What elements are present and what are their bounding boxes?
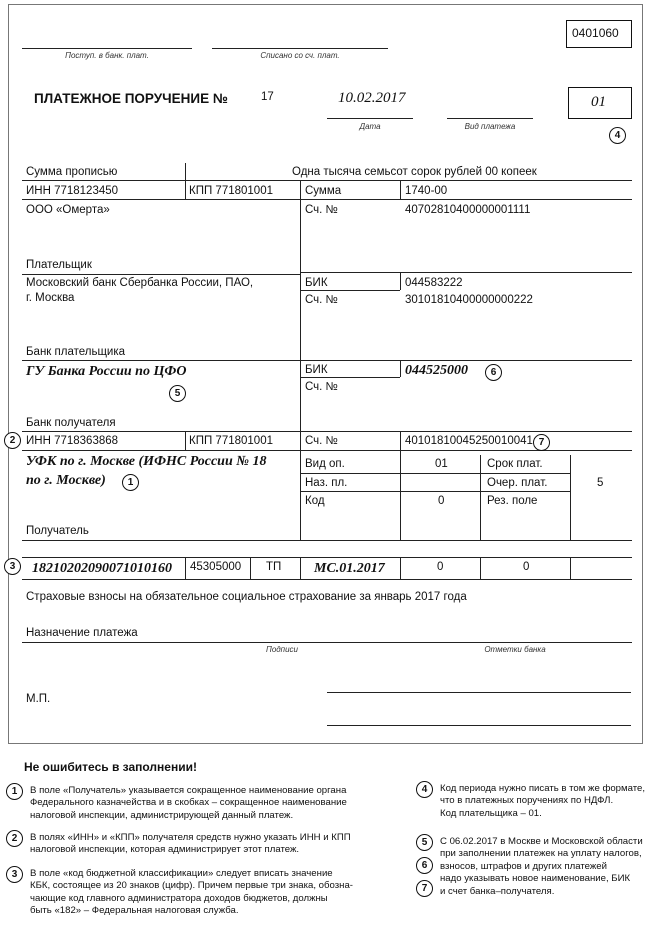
marker-3-icon: 3	[4, 558, 21, 575]
order-label: Очер. плат.	[487, 477, 548, 489]
grid-line	[185, 163, 186, 199]
note-3-line: чающие код главного администратора доходов бюджетов, должны	[30, 892, 328, 904]
deadline-label: Срок плат.	[487, 458, 543, 470]
debited-label: Списано со сч. плат.	[260, 51, 340, 60]
order-value: 5	[597, 477, 604, 489]
grid-line	[400, 272, 401, 290]
note-567-line: надо указывать новое наименование, БИК	[440, 873, 631, 885]
note-7-icon: 7	[416, 880, 433, 897]
sum-label: Сумма	[305, 185, 342, 197]
note-567-line: при заполнении платежек на уплату налогов,	[440, 848, 642, 860]
code-value: 0	[438, 495, 445, 507]
grid-line	[480, 455, 481, 540]
date-line	[327, 118, 413, 119]
payment-type-line	[447, 118, 533, 119]
purpose-text: Страховые взносы на обязательное социальное страхование за январь 2017 года	[26, 591, 467, 603]
grid-line	[300, 557, 301, 579]
bank-marks-label: Отметки банка	[484, 645, 546, 654]
grid-line	[300, 180, 301, 540]
note-6-icon: 6	[416, 857, 433, 874]
grid-line	[400, 557, 401, 579]
payer-label: Плательщик	[26, 259, 92, 271]
sum-words-label: Сумма прописью	[26, 166, 118, 178]
note-4-icon: 4	[416, 781, 433, 798]
reserve-label: Рез. поле	[487, 495, 538, 507]
marker-2-icon: 2	[4, 432, 21, 449]
grid-line	[185, 431, 186, 450]
payer-kpp: КПП 771801001	[189, 185, 273, 197]
doc-date-value: 0	[523, 561, 530, 573]
period-value: МС.01.2017	[314, 561, 385, 576]
grid-line	[22, 180, 632, 181]
code-label: Код	[305, 495, 325, 507]
grid-line	[300, 491, 570, 492]
payment-type-label: Вид платежа	[464, 122, 516, 131]
form-code: 0401060	[572, 26, 619, 40]
grid-line	[300, 377, 400, 378]
note-4-line: Код плательщика – 01.	[440, 807, 542, 819]
recipient-name-line2: по г. Москве)	[26, 473, 106, 488]
note-4-line: что в платежных поручениях по НДФЛ.	[440, 795, 614, 807]
note-567-line: С 06.02.2017 в Москве и Московской области	[440, 836, 643, 847]
note-5-icon: 5	[416, 834, 433, 851]
signatures-label: Подписи	[266, 645, 298, 654]
note-3	[30, 868, 353, 918]
grid-line	[570, 455, 571, 540]
note-2	[30, 832, 351, 857]
sum-words-value: Одна тысяча семьсот сорок рублей 00 копеек	[292, 166, 537, 178]
purpose-label: Назначение платежа	[26, 627, 138, 639]
grid-line	[22, 360, 632, 361]
payer-bank-account-label: Сч. №	[305, 294, 338, 306]
status-code: 01	[591, 94, 606, 110]
marker-4-icon: 4	[609, 127, 626, 144]
grid-line	[22, 540, 632, 541]
payer-bank-city: г. Москва	[26, 292, 75, 304]
payer-name: ООО «Омерта»	[26, 204, 110, 216]
note-1-icon: 1	[6, 783, 23, 800]
debited-line	[212, 48, 388, 49]
oktmo-value: 45305000	[190, 561, 242, 573]
recipient-bank-bik-label: БИК	[305, 364, 328, 376]
note-567	[440, 836, 643, 898]
grid-line	[22, 199, 632, 200]
recipient-bank-bik: 044525000	[405, 363, 468, 378]
grid-line	[22, 274, 300, 275]
note-1-line: налоговой инспекции, администрирующей данный платеж.	[30, 809, 294, 821]
note-567-line: и счет банка–получателя.	[440, 885, 555, 897]
grid-line	[400, 431, 401, 540]
note-2-line: В полях «ИНН» и «КПП» получателя средств нужно указать ИНН и КПП	[30, 832, 351, 843]
stamp-label: М.П.	[26, 693, 51, 705]
signature-line	[327, 725, 631, 726]
recipient-bank-name: ГУ Банка России по ЦФО	[26, 364, 187, 379]
recipient-account: 40101810045250010041	[405, 435, 533, 447]
marker-1-icon: 1	[122, 474, 139, 491]
grid-line	[570, 557, 571, 579]
grid-line	[300, 272, 632, 273]
payer-bank-label: Банк плательщика	[26, 346, 126, 358]
sum-value: 1740-00	[405, 185, 448, 197]
purpose-code-label: Наз. пл.	[305, 477, 348, 489]
note-3-line: быть «182» – Федеральная налоговая служба.	[30, 905, 239, 917]
grid-line	[22, 557, 632, 558]
payer-bank-bik-label: БИК	[305, 277, 328, 289]
recipient-bank-account-label: Сч. №	[305, 381, 338, 393]
grid-line	[250, 557, 251, 579]
note-4-line: Код периода нужно писать в том же формате,	[440, 783, 646, 794]
note-2-line: налоговой инспекции, которая администрирует этот платеж.	[30, 844, 300, 856]
note-4	[440, 783, 645, 820]
grid-line	[185, 557, 186, 579]
recipient-kpp: КПП 771801001	[189, 435, 273, 447]
doc-number-value: 0	[437, 561, 444, 573]
order-number: 17	[261, 91, 274, 103]
marker-5-icon: 5	[169, 385, 186, 402]
payer-bank-bik: 044583222	[405, 277, 463, 289]
recipient-inn: ИНН 7718363868	[26, 435, 119, 447]
payer-account-label: Сч. №	[305, 204, 338, 216]
marker-6-icon: 6	[485, 364, 502, 381]
op-type-label: Вид оп.	[305, 458, 345, 470]
received-line	[22, 48, 192, 49]
note-3-icon: 3	[6, 866, 23, 883]
page-title: ПЛАТЕЖНОЕ ПОРУЧЕНИЕ №	[34, 91, 228, 106]
recipient-account-label: Сч. №	[305, 435, 338, 447]
note-1-line: В поле «Получатель» указывается сокращенное наименование органа	[30, 785, 347, 796]
note-1-line: Федерального казначейства и в скобках – сокращенное наименование	[30, 797, 347, 809]
notes-title: Не ошибитесь в заполнении!	[24, 760, 197, 774]
payer-bank-name: Московский банк Сбербанка России, ПАО,	[26, 277, 254, 289]
grid-line	[400, 360, 401, 377]
recipient-name-line1: УФК по г. Москве (ИФНС России № 18	[26, 454, 267, 469]
signature-line	[327, 692, 631, 693]
payer-account: 40702810400000001111	[405, 204, 531, 216]
note-2-icon: 2	[6, 830, 23, 847]
grid-line	[22, 579, 632, 580]
basis-value: ТП	[266, 561, 282, 573]
note-567-line: взносов, штрафов и других платежей	[440, 860, 607, 872]
grid-line	[400, 180, 401, 199]
date-label: Дата	[359, 122, 381, 131]
received-label: Поступ. в банк. плат.	[65, 51, 149, 60]
marker-7-icon: 7	[533, 434, 550, 451]
grid-line	[300, 473, 570, 474]
op-type-value: 01	[435, 458, 448, 470]
order-date: 10.02.2017	[338, 90, 406, 106]
recipient-bank-label: Банк получателя	[26, 417, 116, 429]
grid-line	[480, 557, 481, 579]
payer-bank-account: 30101810400000000222	[405, 294, 533, 306]
purpose-line	[22, 642, 632, 643]
note-3-line: В поле «код бюджетной классификации» следует вписать значение	[30, 868, 333, 879]
note-3-line: КБК, состоящее из 20 знаков (цифр). Причем первые три знака, обозна-	[30, 880, 353, 892]
payer-inn: ИНН 7718123450	[26, 185, 119, 197]
recipient-label: Получатель	[26, 525, 89, 537]
grid-line	[22, 431, 632, 432]
kbk-value: 18210202090071010160	[32, 561, 172, 576]
grid-line	[300, 290, 400, 291]
note-1	[30, 785, 347, 822]
